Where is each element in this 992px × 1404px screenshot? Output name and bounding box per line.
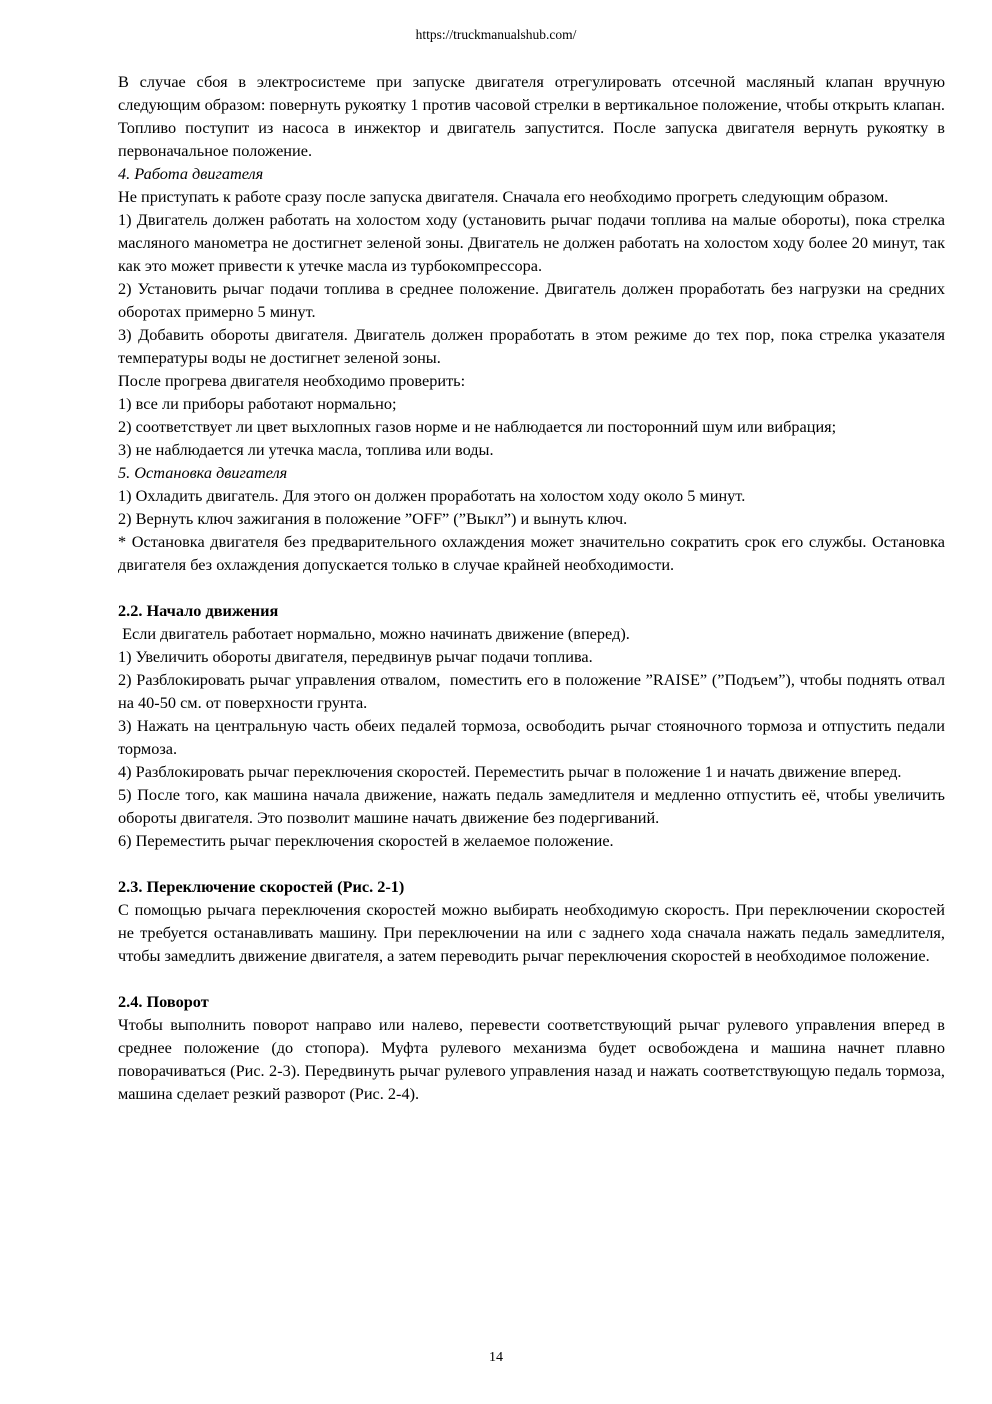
paragraph-stop-note: * Остановка двигателя без предварительного охлаждения может значительно сократить срок его службы. Остановка двигателя без охлаждения допускается только в случае крайней необходимости. — [118, 532, 945, 574]
list-item-stop-2: 2) Вернуть ключ зажигания в положение ”OFF” (”Выкл”) и вынуть ключ. — [118, 509, 628, 528]
paragraph-start-intro: Если двигатель работает нормально, можно начинать движение (вперед). — [118, 624, 630, 643]
list-item-warmup-3: 3) Добавить обороты двигателя. Двигатель должен проработать в этом режиме до тех пор, пока стрелка указателя температуры воды не достигнет зеленой зоны. — [118, 325, 945, 367]
section-heading-2-2: 2.2. Начало движения — [118, 601, 279, 620]
list-item-start-2: 2) Разблокировать рычаг управления отвалом, поместить его в положение ”RAISE” (”Подъем”), чтобы поднять отвал на 40-50 см. от поверхности грунта. — [118, 670, 950, 712]
paragraph-fuel-valve: В случае сбоя в электросистеме при запуске двигателя отрегулировать отсечной масляный клапан вручную следующим образом: повернуть рукоятку 1 против часовой стрелки в вертикальное положение, чтобы открыть клапан. Топливо поступит из насоса в инжектор и двигатель запустится. После запуска двигателя вернуть рукоятку в первоначальное положение. — [118, 72, 945, 160]
list-item-start-3: 3) Нажать на центральную часть обеих педалей тормоза, освободить рычаг стояночного тормоза и отпустить педали тормоза. — [118, 716, 945, 758]
paragraph-check-intro: После прогрева двигателя необходимо проверить: — [118, 371, 466, 390]
list-item-start-6: 6) Переместить рычаг переключения скоростей в желаемое положение. — [118, 831, 614, 850]
header-url: https://truckmanualshub.com/ — [415, 27, 577, 42]
section-heading-2-3: 2.3. Переключение скоростей (Рис. 2-1) — [118, 877, 405, 896]
section-heading-2-4: 2.4. Поворот — [118, 992, 209, 1011]
paragraph-gear-shifting: С помощью рычага переключения скоростей можно выбирать необходимую скорость. При переключении скоростей не требуется останавливать машину. При переключении на или с заднего хода сначала нажать педаль замедлителя, чтобы замедлить движение двигателя, а затем переводить рычаг переключения скоростей в необходимое положение. — [118, 900, 945, 965]
paragraph-warmup-intro: Не приступать к работе сразу после запуска двигателя. Сначала его необходимо прогреть следующим образом. — [118, 187, 889, 206]
subheading-engine-stop: 5. Остановка двигателя — [118, 463, 288, 482]
list-item-check-2: 2) соответствует ли цвет выхлопных газов норме и не наблюдается ли посторонний шум или вибрация; — [118, 417, 837, 436]
paragraph-turning: Чтобы выполнить поворот направо или налево, перевести соответствующий рычаг рулевого управления вперед в среднее положение (до стопора). Муфта рулевого механизма будет освобождена и машина начнет плавно поворачиваться (Рис. 2-3). Передвинуть рычаг рулевого управления назад и нажать соответствующую педаль тормоза, машина сделает резкий разворот (Рис. 2-4). — [118, 1015, 945, 1103]
subheading-engine-operation: 4. Работа двигателя — [118, 164, 264, 183]
document-body — [118, 70, 950, 1105]
list-item-start-1: 1) Увеличить обороты двигателя, передвинув рычаг подачи топлива. — [118, 647, 593, 666]
list-item-stop-1: 1) Охладить двигатель. Для этого он должен проработать на холостом ходу около 5 минут. — [118, 486, 746, 505]
page-number: 14 — [489, 1350, 503, 1365]
list-item-warmup-1: 1) Двигатель должен работать на холостом ходу (установить рычаг подачи топлива на малые обороты), пока стрелка масляного манометра не достигнет зеленой зоны. Двигатель не должен работать на холостом ходу более 20 минут, так как это может привести к утечке масла из турбокомпрессора. — [118, 210, 945, 275]
list-item-start-4: 4) Разблокировать рычаг переключения скоростей. Переместить рычаг в положение 1 и начать движение вперед. — [118, 762, 902, 781]
list-item-check-3: 3) не наблюдается ли утечка масла, топлива или воды. — [118, 440, 494, 459]
list-item-check-1: 1) все ли приборы работают нормально; — [118, 394, 397, 413]
list-item-warmup-2: 2) Установить рычаг подачи топлива в среднее положение. Двигатель должен проработать без нагрузки на средних оборотах примерно 5 минут. — [118, 279, 945, 321]
list-item-start-5: 5) После того, как машина начала движение, нажать педаль замедлителя и медленно отпустить её, чтобы увеличить обороты двигателя. Это позволит машине начать движение без подергиваний. — [118, 785, 945, 827]
